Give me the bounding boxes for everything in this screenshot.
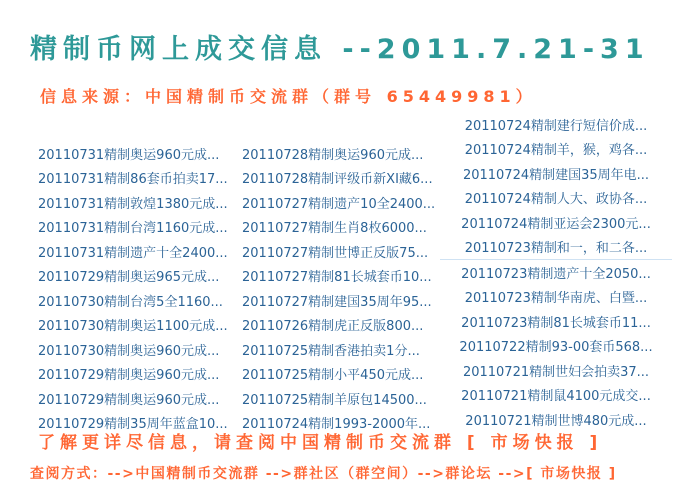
trade-record-link[interactable]: 20110729精制奥运965元成... (38, 270, 220, 286)
trade-record-link[interactable]: 20110727精制世博正反版75... (242, 245, 429, 261)
trade-record-link[interactable]: 20110727精制遗产10全2400... (242, 196, 436, 212)
info-source-line: 信息来源：中国精制币交流群（群号 65449981） (40, 87, 537, 106)
trade-record-link[interactable]: 20110727精制建国35周年95... (242, 294, 432, 310)
trade-record-link[interactable]: 20110723精制遗产十全2050... (461, 266, 651, 282)
trade-record-link[interactable]: 20110729精制奥运960元成... (38, 392, 220, 408)
trade-record-link[interactable]: 20110724精制人大、政协各... (464, 192, 648, 208)
trade-record-link[interactable]: 20110731精制遗产十全2400... (38, 245, 228, 261)
trade-record-link[interactable]: 20110730精制奥运1100元成... (38, 319, 228, 335)
trade-record-link[interactable]: 20110723精制和一，和二各... (440, 235, 672, 261)
footer-notice-text: 了解更详尽信息，请查阅中国精制币交流群 [ 市场快报 ] (38, 433, 603, 453)
trade-record-link[interactable]: 20110731精制敦煌1380元成... (38, 196, 228, 212)
trade-record-link[interactable]: 20110730精制台湾5全1160... (38, 294, 223, 310)
trade-record-link[interactable]: 20110727精制81长城套币10... (242, 270, 432, 286)
trade-record-link[interactable]: 20110731精制86套币拍卖17... (38, 172, 228, 188)
trade-record-link[interactable]: 20110721精制鼠4100元成交... (461, 389, 651, 405)
trade-record-link[interactable]: 20110723精制81长城套币11... (461, 315, 651, 331)
trade-record-link[interactable]: 20110724精制建国35周年电... (462, 167, 650, 183)
trade-record-link[interactable]: 20110728精制评级币新XI藏6... (242, 172, 433, 188)
trade-record-link[interactable]: 20110722精制93-00套币568... (459, 340, 653, 356)
trade-record-link[interactable]: 20110724精制亚运会2300元... (461, 216, 651, 232)
trade-record-link[interactable]: 20110730精制奥运960元成... (38, 343, 220, 359)
page-title: 精制币网上成交信息 --2011.7.21-31 (30, 34, 650, 65)
trade-list-column-left (38, 141, 238, 435)
trade-record-link[interactable]: 20110727精制生肖8枚6000... (242, 221, 427, 237)
trade-record-link[interactable]: 20110726精制虎正反版800... (242, 319, 424, 335)
trade-record-link[interactable]: 20110721精制世妇会拍卖37... (462, 364, 650, 380)
trade-record-link[interactable]: 20110724精制羊，猴，鸡各... (464, 143, 648, 159)
trade-list-column-right (440, 112, 672, 432)
trade-record-link[interactable]: 20110731精制台湾1160元成... (38, 221, 228, 237)
trade-record-link[interactable]: 20110725精制羊原包14500... (242, 392, 427, 408)
trade-record-link[interactable]: 20110723精制华南虎、白暨... (464, 291, 648, 307)
trade-record-link[interactable]: 20110725精制小平450元成... (242, 368, 424, 384)
trade-record-link[interactable]: 20110724精制建行短信价成... (464, 118, 648, 134)
trade-record-link[interactable]: 20110729精制35周年蓝盒10... (38, 417, 228, 433)
trade-record-link[interactable]: 20110731精制奥运960元成... (38, 147, 220, 163)
footer-access-path-text: 查阅方式：-->中国精制币交流群 -->群社区（群空间）-->群论坛 -->[ 市场快报 ] (30, 466, 617, 482)
trade-list-column-middle (242, 141, 447, 435)
trade-record-link[interactable]: 20110728精制奥运960元成... (242, 147, 424, 163)
trade-record-link[interactable]: 20110729精制奥运960元成... (38, 368, 220, 384)
trade-record-link[interactable]: 20110721精制世博480元成... (465, 413, 647, 429)
trade-record-link[interactable]: 20110724精制1993-2000年... (242, 417, 431, 433)
trade-record-link[interactable]: 20110725精制香港拍卖1分... (242, 343, 420, 359)
